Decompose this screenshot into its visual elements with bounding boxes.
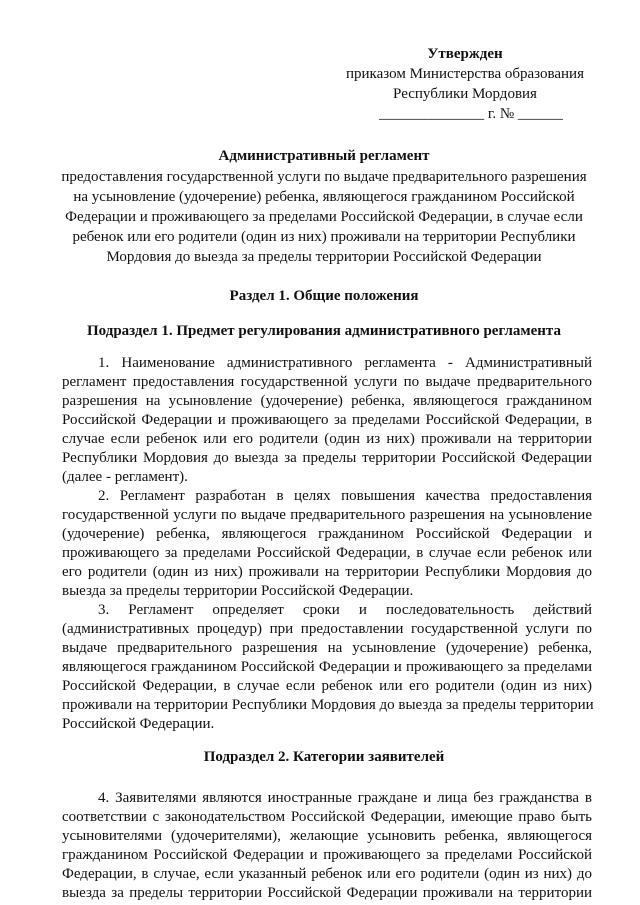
- paragraph-2: [62, 487, 592, 601]
- section-1-heading: Раздел 1. Общие положения: [229, 288, 419, 304]
- subtitle-line: на усыновление (удочерение) ребенка, являющегося гражданином Российской: [73, 189, 575, 205]
- paragraph-line: являющегося гражданином Российской Федерации и проживающего за пределами: [62, 659, 592, 675]
- paragraph-line: выезда за пределы территории Российской Федерации.: [62, 583, 414, 599]
- approval-title: Утвержден: [427, 46, 503, 62]
- paragraph-line: Российской Федерации и проживающего за пределами Российской Федерации, в: [62, 412, 592, 428]
- approval-line-1: приказом Министерства образования: [346, 66, 584, 82]
- paragraph-line: проживающего за пределами Российской Федерации, в случае если ребенок или: [62, 545, 592, 561]
- paragraph-line: (удочерение) ребенка, являющегося гражданином Российской Федерации и: [62, 526, 592, 542]
- subtitle-line: ребенок или его родители (один из них) проживали на территории Республики: [72, 229, 576, 245]
- paragraph-line: Российской Федерации.: [62, 716, 215, 732]
- paragraph-line: (административных процедур) при предоставлении государственной услуги по: [62, 621, 592, 637]
- paragraph-line: Республики Мордовия до выезда за пределы территории Российской Федерации: [62, 450, 592, 466]
- paragraph-line: соответствии с законодательством Российской Федерации, имеющие право быть: [62, 809, 592, 825]
- paragraph-3: [62, 601, 592, 734]
- subsection-2-heading: Подраздел 2. Категории заявителей: [203, 749, 445, 765]
- paragraph-line: (далее - регламент).: [62, 469, 188, 485]
- paragraph-4: [62, 789, 592, 903]
- subtitle-line: Мордовия до выезда за пределы территории Российской Федерации: [106, 249, 542, 265]
- paragraph-line: проживали на территории Республики Мордовия до выезда за пределы территории: [62, 697, 594, 713]
- paragraph-1: [62, 354, 592, 487]
- paragraph-line: 2. Регламент разработан в целях повышения качества предоставления: [98, 488, 592, 504]
- paragraph-line: Российской Федерации, в случае если ребенок или его родители (один из них): [62, 678, 592, 694]
- paragraph-line: 1. Наименование административного регламента - Административный: [98, 355, 592, 371]
- paragraph-line: 4. Заявителями являются иностранные граждане и лица без гражданства в: [98, 790, 592, 806]
- subtitle-line: предоставления государственной услуги по выдаче предварительного разрешения: [61, 169, 587, 185]
- paragraph-line: гражданином Российской Федерации и проживающего за пределами Российской: [62, 847, 592, 863]
- paragraph-line: регламент предоставления государственной услуги по выдаче предварительного: [62, 374, 592, 390]
- paragraph-line: 3. Регламент определяет сроки и последовательность действий: [98, 602, 592, 618]
- subsection-1-heading: Подраздел 1. Предмет регулирования административного регламента: [87, 323, 561, 339]
- paragraph-line: Федерации, в случае, если указанный ребенок или его родители (один из них) до: [62, 866, 592, 882]
- paragraph-line: государственной услуги по выдаче предварительного разрешения на усыновление: [62, 507, 592, 523]
- subtitle-line: Федерации и проживающего за пределами Российской Федерации, в случае если: [65, 209, 583, 225]
- paragraph-line: выезда за пределы территории Российской Федерации проживали на территории: [62, 885, 592, 901]
- approval-block: [330, 44, 600, 124]
- paragraph-line: выдаче предварительного разрешения на усыновление (удочерение) ребенка,: [62, 640, 592, 656]
- paragraph-line: его родители (один из них) проживали на территории Республики Мордовия до: [62, 564, 592, 580]
- approval-line-2: Республики Мордовия: [393, 86, 537, 102]
- paragraph-line: разрешения на усыновление (удочерение) ребенка, являющегося гражданином: [62, 393, 592, 409]
- paragraph-line: случае если ребенок или его родители (один из них) проживали на территории: [62, 431, 592, 447]
- approval-signature-line: ______________ г. № ______: [379, 106, 563, 122]
- document-subtitle: [40, 167, 608, 267]
- document-title: Административный регламент: [218, 148, 430, 164]
- paragraph-line: усыновителями (удочерителями), желающие усыновить ребенка, являющегося: [62, 828, 592, 844]
